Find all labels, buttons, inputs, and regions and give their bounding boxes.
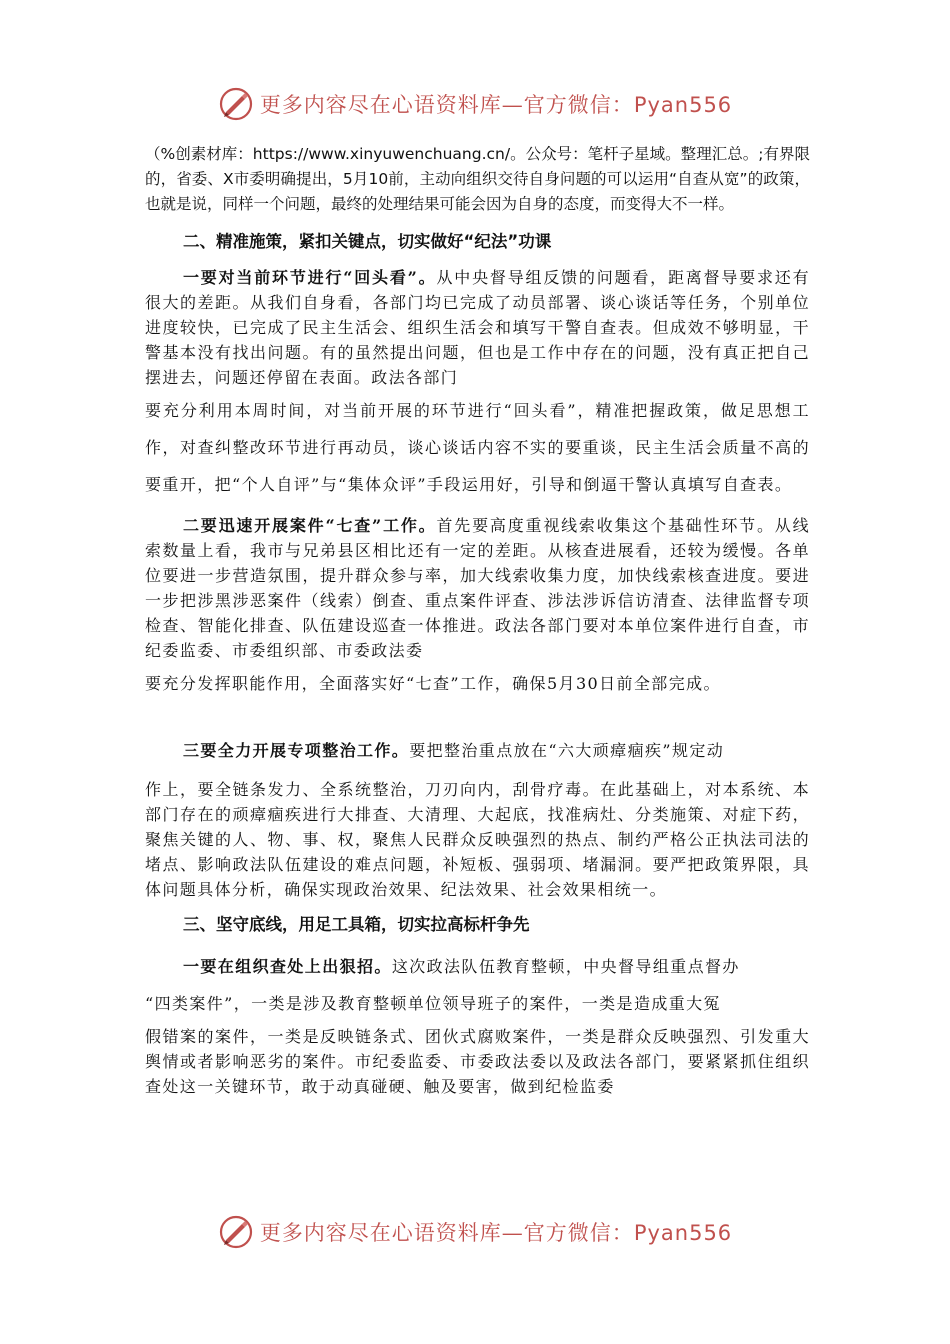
section-2-paragraph-1a: 一要对当前环节进行“回头看”。从中央督导组反馈的问题看，距离督导要求还有很大的差距。从我们自身看，各部门均已完成了动员部署、谈心谈话等任务，个别单位进度较快，已完成了民主生活会、组织生活会和填写干警自查表。但成效不够明显，干警基本没有找出问题。有的虽然提出问题，但也是工作中存在的问题，没有真正把自己摆进去，问题还停留在表面。政法各部门 [145,268,810,387]
section-2-paragraph-2b: 要充分发挥职能作用，全面落实好“七查”工作，确保5月30日前全部完成。 [145,674,721,693]
header-banner [0,84,950,124]
pen-logo-icon [218,1214,254,1250]
section-2-paragraph-3b: 作上，要全链条发力、全系统整治，刀刃向内，刮骨疗毒。在此基础上，对本系统、本部门存在的顽瘴痼疾进行大排查、大清理、大起底，找准病灶、分类施策、对症下药，聚焦关键的人、物、事、权，聚焦人民群众反映强烈的热点、制约严格公正执法司法的堵点、影响政法队伍建设的难点问题，补短板、强弱项、堵漏洞。要严把政策界限，具体问题具体分析，确保实现政治效果、纪法效果、社会效果相统一。 [145,780,810,899]
section-2-paragraph-2a: 二要迅速开展案件“七查”工作。首先要高度重视线索收集这个基础性环节。从线索数量上看，我市与兄弟县区相比还有一定的差距。从核查进展看，还较为缓慢。各单位要进一步营造氛围，提升群众参与率，加大线索收集力度，加快线索核查进度。要进一步把涉黑涉恶案件（线索）倒查、重点案件评查、涉法涉诉信访清查、法律监督专项检查、智能化排查、队伍建设巡查一体推进。政法各部门要对本单位案件进行自查，市纪委监委、市委组织部、市委政法委 [145,516,810,660]
spacer [145,712,810,732]
banner-text: 更多内容尽在心语资料库—官方微信：Pyan556 [259,93,733,117]
section-3-paragraph-1b: “四类案件”，一类是涉及教育整顿单位领导班子的案件，一类是造成重大冤 [145,994,721,1013]
pen-logo-icon [218,86,254,122]
section-3-paragraph-1a: 一要在组织查处上出狠招。这次政法队伍教育整顿，中央督导组重点督办 [183,957,740,976]
section-2-paragraph-1b: 要充分利用本周时间，对当前开展的环节进行“回头看”，精准把握政策，做足思想工作，对查纠整改环节进行再动员，谈心谈话内容不实的要重谈，民主生活会质量不高的要重开，把“个人自评”与“集体众评”手段运用好，引导和倒逼干警认真填写自查表。 [145,401,810,494]
section-2-paragraph-3a: 三要全力开展专项整治工作。要把整治重点放在“六大顽瘴痼疾”规定动 [183,741,725,760]
intro-paragraph: （%创素材库：https://www.xinyuwenchuang.cn/。公众号：笔杆子星域。整理汇总。;有界限的，省委、X市委明确提出，5月10前，主动向组织交待自身问题的可以运用“自查从宽”的政策，也就是说，同样一个问题，最终的处理结果可能会因为自身的态度，而变得大不一样。 [145,145,810,213]
document-body [145,142,810,1109]
banner-text: 更多内容尽在心语资料库—官方微信：Pyan556 [259,1221,733,1245]
section-2-heading: 二、精准施策，紧扣关键点，切实做好“纪法”功课 [183,232,552,251]
footer-banner [0,1212,950,1252]
section-3-paragraph-1c: 假错案的案件，一类是反映链条式、团伙式腐败案件，一类是群众反映强烈、引发重大舆情或者影响恶劣的案件。市纪委监委、市委政法委以及政法各部门，要紧紧抓住组织查处这一关键环节，敢于动真碰硬、触及要害，做到纪检监委 [145,1027,810,1096]
section-3-heading: 三、坚守底线，用足工具箱，切实拉高标杆争先 [183,915,530,934]
